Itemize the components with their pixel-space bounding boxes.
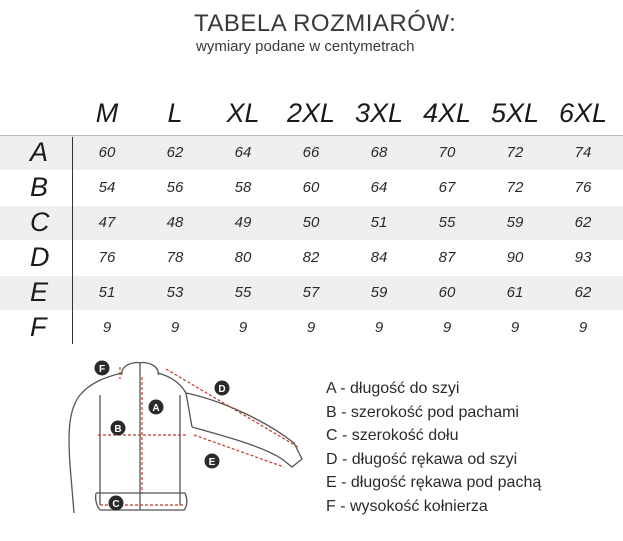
table-cell: 60: [302, 179, 320, 196]
table-cell: 90: [506, 249, 524, 266]
table-cell: 93: [574, 249, 592, 266]
table-cell: 57: [302, 284, 320, 301]
table-cell: 54: [98, 179, 116, 196]
row-label: B: [30, 172, 49, 202]
size-header: M: [95, 98, 119, 128]
size-header: 2XL: [286, 98, 336, 128]
size-header: 5XL: [490, 98, 540, 128]
table-cell: 62: [166, 144, 184, 161]
marker-c: [109, 496, 124, 511]
marker-f: [95, 361, 110, 376]
table-cell: 59: [506, 214, 524, 231]
table-cell: 51: [98, 284, 116, 301]
size-header: L: [167, 98, 183, 128]
page-subtitle: wymiary podane w centymetrach: [196, 38, 415, 55]
table-cell: 9: [578, 319, 588, 336]
legend-item: F - wysokość kołnierza: [326, 497, 488, 515]
table-cell: 9: [102, 319, 112, 336]
row-label: C: [30, 207, 50, 237]
page-title: TABELA ROZMIARÓW:: [194, 10, 457, 37]
size-header: XL: [226, 98, 260, 128]
table-row: [0, 171, 623, 205]
row-label: E: [30, 277, 49, 307]
table-cell: 62: [574, 214, 592, 231]
marker-d: [215, 381, 230, 396]
table-cell: 64: [234, 144, 252, 161]
table-cell: 67: [438, 179, 456, 196]
jacket-diagram: [60, 355, 310, 535]
table-cell: 51: [370, 214, 388, 231]
table-row: [0, 276, 623, 310]
row-label: A: [30, 137, 49, 167]
table-cell: 60: [98, 144, 116, 161]
marker-a: [149, 400, 164, 415]
table-cell: 68: [370, 144, 388, 161]
table-cell: 76: [98, 249, 116, 266]
legend-item: C - szerokość dołu: [326, 427, 459, 444]
legend-item: E - długość rękawa pod pachą: [326, 474, 542, 491]
table-cell: 84: [370, 249, 388, 266]
table-cell: 66: [302, 144, 320, 161]
row-label: F: [30, 312, 47, 342]
table-row: [0, 136, 623, 170]
table-cell: 9: [510, 319, 520, 336]
svg-text:B: B: [114, 424, 122, 435]
table-cell: 76: [574, 179, 592, 196]
measurement-legend: [326, 377, 541, 518]
table-cell: 9: [442, 319, 452, 336]
table-cell: 78: [166, 249, 184, 266]
legend-item: D - długość rękawa od szyi: [326, 450, 518, 468]
measure-lines: [98, 367, 298, 505]
legend-item: A - długość do szyi: [326, 380, 460, 397]
row-label: D: [30, 242, 50, 272]
marker-b: [111, 421, 126, 436]
table-cell: 74: [574, 144, 592, 161]
table-cell: 59: [370, 284, 388, 301]
table-cell: 9: [306, 319, 316, 336]
table-cell: 62: [574, 284, 592, 301]
table-row: [0, 241, 623, 275]
table-cell: 58: [234, 179, 252, 196]
table-cell: 47: [98, 214, 116, 231]
table-cell: 9: [374, 319, 384, 336]
table-cell: 55: [438, 214, 456, 231]
table-cell: 64: [370, 179, 388, 196]
svg-text:C: C: [112, 499, 120, 510]
table-cell: 9: [170, 319, 180, 336]
table-row: [0, 206, 623, 240]
table-cell: 49: [234, 214, 252, 231]
svg-text:A: A: [152, 403, 160, 414]
table-cell: 48: [166, 214, 184, 231]
table-cell: 70: [438, 144, 456, 161]
table-cell: 72: [506, 179, 524, 196]
table-cell: 9: [238, 319, 248, 336]
svg-text:E: E: [208, 457, 216, 468]
table-cell: 87: [438, 249, 456, 266]
table-row: [0, 311, 623, 345]
table-cell: 50: [302, 214, 320, 231]
jacket-outline: [69, 363, 302, 514]
table-cell: 60: [438, 284, 456, 301]
size-header: 3XL: [354, 98, 404, 128]
table-cell: 55: [234, 284, 252, 301]
svg-text:F: F: [98, 364, 106, 375]
legend-item: B - szerokość pod pachami: [326, 403, 519, 421]
table-cell: 80: [234, 249, 252, 266]
table-cell: 82: [302, 249, 320, 266]
label-divider: [72, 137, 73, 344]
table-cell: 53: [166, 284, 184, 301]
table-cell: 56: [166, 179, 184, 196]
size-header: 4XL: [422, 98, 472, 128]
table-cell: 61: [506, 284, 524, 301]
svg-text:D: D: [218, 384, 226, 395]
table-cell: 72: [506, 144, 524, 161]
size-header: 6XL: [558, 98, 608, 128]
marker-e: [205, 454, 220, 469]
